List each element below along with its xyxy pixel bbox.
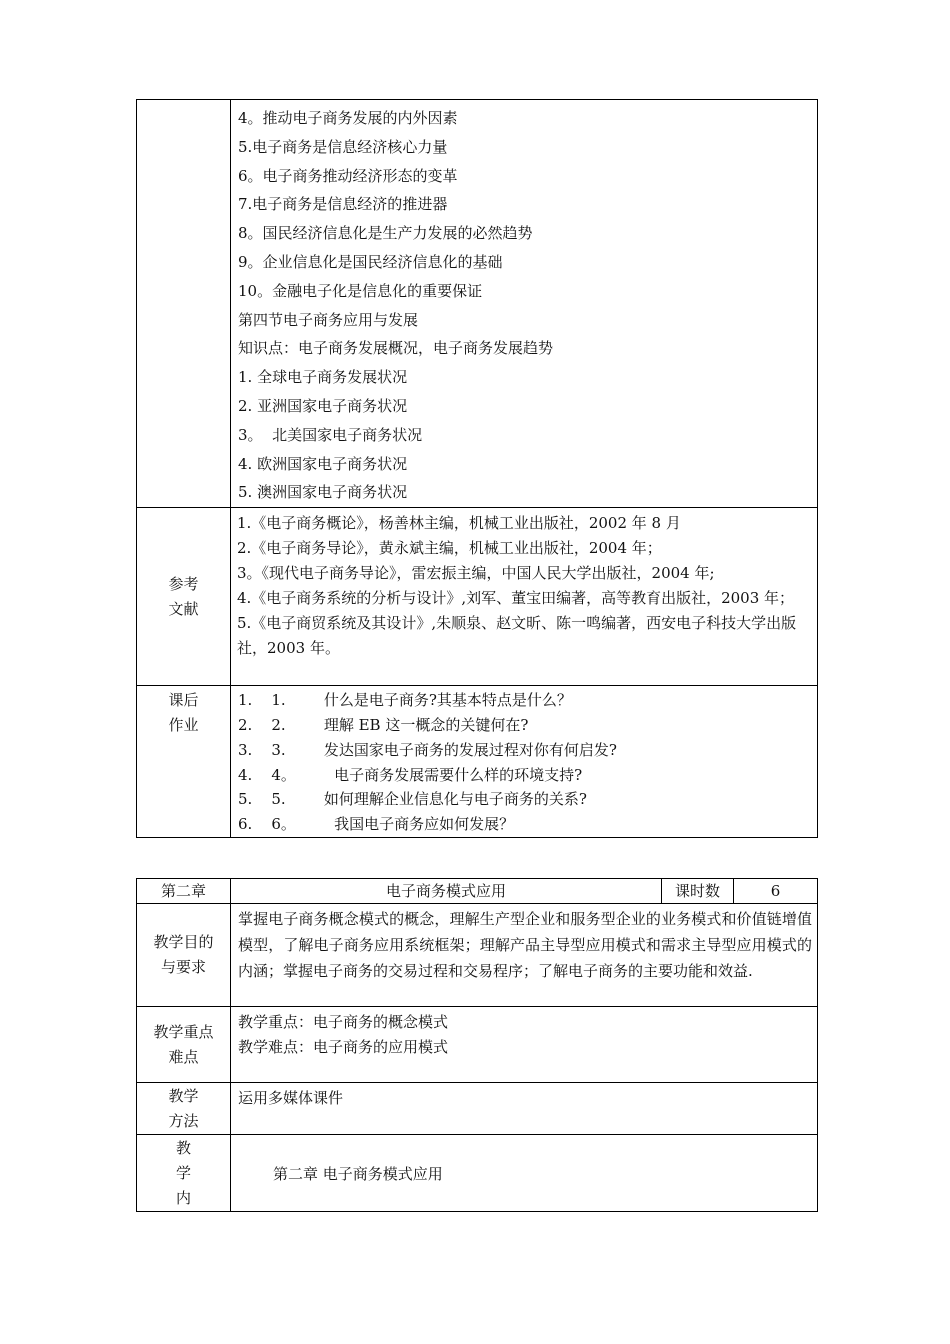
content-line: 1. 全球电子商务发展状况 bbox=[238, 368, 408, 387]
chapter-title: 电子商务模式应用 bbox=[231, 879, 662, 904]
content-line: 5. 澳洲国家电子商务状况 bbox=[238, 483, 408, 502]
difficult-point: 教学难点：电子商务的应用模式 bbox=[238, 1038, 449, 1056]
content-label: 教 学 内 bbox=[137, 1135, 231, 1212]
reference-item: 2.《电子商务导论》，黄永斌主编，机械工业出版社，2004 年； bbox=[237, 539, 662, 558]
empty-label-cell bbox=[137, 100, 231, 508]
objectives-label: 教学目的 与要求 bbox=[137, 904, 231, 1007]
homework-item: 3. 3. 发达国家电子商务的发展过程对你有何启发? bbox=[238, 740, 617, 759]
content-row bbox=[137, 1135, 818, 1212]
homework-item: 6. 6。 我国电子商务应如何发展？ bbox=[238, 815, 515, 834]
homework-item: 1. 1. 什么是电子商务?其基本特点是什么？ bbox=[238, 691, 572, 710]
chapter-header-row bbox=[137, 879, 818, 904]
homework-row bbox=[137, 686, 818, 838]
reference-item: 5.《电子商贸系统及其设计》,朱顺泉、赵文昕、陈一鸣编著，西安电子科技大学出版社，2003 年。 bbox=[237, 614, 797, 658]
method-row bbox=[137, 1083, 818, 1135]
content-line: 3。 北美国家电子商务状况 bbox=[238, 425, 423, 444]
references-row bbox=[137, 508, 818, 686]
hours-value: 6 bbox=[734, 879, 818, 904]
homework-item: 4. 4。 电子商务发展需要什么样的环境支持? bbox=[238, 765, 583, 784]
knowledge-point: 知识点：电子商务发展概况，电子商务发展趋势 bbox=[238, 339, 554, 358]
objectives-text: 掌握电子商务概念模式的概念，理解生产型企业和服务型企业的业务模式和价值链增值模型，了解电子商务应用系统框架；理解产品主导型应用模式和需求主导型应用模式的内涵；掌握电子商务的交易过程和交易程序；了解电子商务的主要功能和效益. bbox=[231, 904, 818, 1007]
key-points-cell bbox=[231, 1007, 818, 1083]
content-cell bbox=[231, 100, 818, 508]
content-line: 8。国民经济信息化是生产力发展的必然趋势 bbox=[238, 224, 533, 243]
homework-cell bbox=[231, 686, 818, 838]
content-line: 9。企业信息化是国民经济信息化的基础 bbox=[238, 252, 503, 271]
content-line: 6。电子商务推动经济形态的变革 bbox=[238, 166, 458, 185]
homework-item: 5. 5. 如何理解企业信息化与电子商务的关系? bbox=[238, 790, 587, 809]
lesson-table-continued bbox=[136, 99, 818, 838]
chapter-number: 第二章 bbox=[137, 879, 231, 904]
hours-label: 课时数 bbox=[662, 879, 734, 904]
reference-item: 3。《现代电子商务导论》，雷宏振主编，中国人民大学出版社，2004 年; bbox=[237, 564, 715, 583]
objectives-row bbox=[137, 904, 818, 1007]
reference-item: 4.《电子商务系统的分析与设计》,刘军、董宝田编著，高等教育出版社，2003 年； bbox=[237, 589, 795, 608]
content-line: 10。金融电子化是信息化的重要保证 bbox=[238, 281, 483, 300]
content-row bbox=[137, 100, 818, 508]
key-points-row bbox=[137, 1007, 818, 1083]
content-line: 2. 亚洲国家电子商务状况 bbox=[238, 396, 408, 415]
content-heading: 第二章 电子商务模式应用 bbox=[231, 1135, 818, 1212]
method-label: 教学 方法 bbox=[137, 1083, 231, 1135]
references-label: 参考 文献 bbox=[137, 508, 231, 686]
reference-item: 1.《电子商务概论》，杨善林主编，机械工业出版社，2002 年 8 月 bbox=[237, 514, 681, 533]
method-text: 运用多媒体课件 bbox=[231, 1083, 818, 1135]
content-line: 7.电子商务是信息经济的推进器 bbox=[238, 195, 448, 214]
section-heading: 第四节电子商务应用与发展 bbox=[238, 310, 419, 329]
references-cell bbox=[231, 508, 818, 686]
homework-label: 课后 作业 bbox=[137, 686, 231, 838]
chapter-two-table bbox=[136, 878, 818, 1212]
key-points-label: 教学重点 难点 bbox=[137, 1007, 231, 1083]
key-point: 教学重点：电子商务的概念模式 bbox=[238, 1013, 449, 1031]
content-line: 5.电子商务是信息经济核心力量 bbox=[238, 137, 448, 156]
homework-item: 2. 2. 理解 EB 这一概念的关键何在? bbox=[238, 715, 529, 734]
content-line: 4。推动电子商务发展的内外因素 bbox=[238, 109, 458, 127]
content-line: 4. 欧洲国家电子商务状况 bbox=[238, 454, 408, 473]
